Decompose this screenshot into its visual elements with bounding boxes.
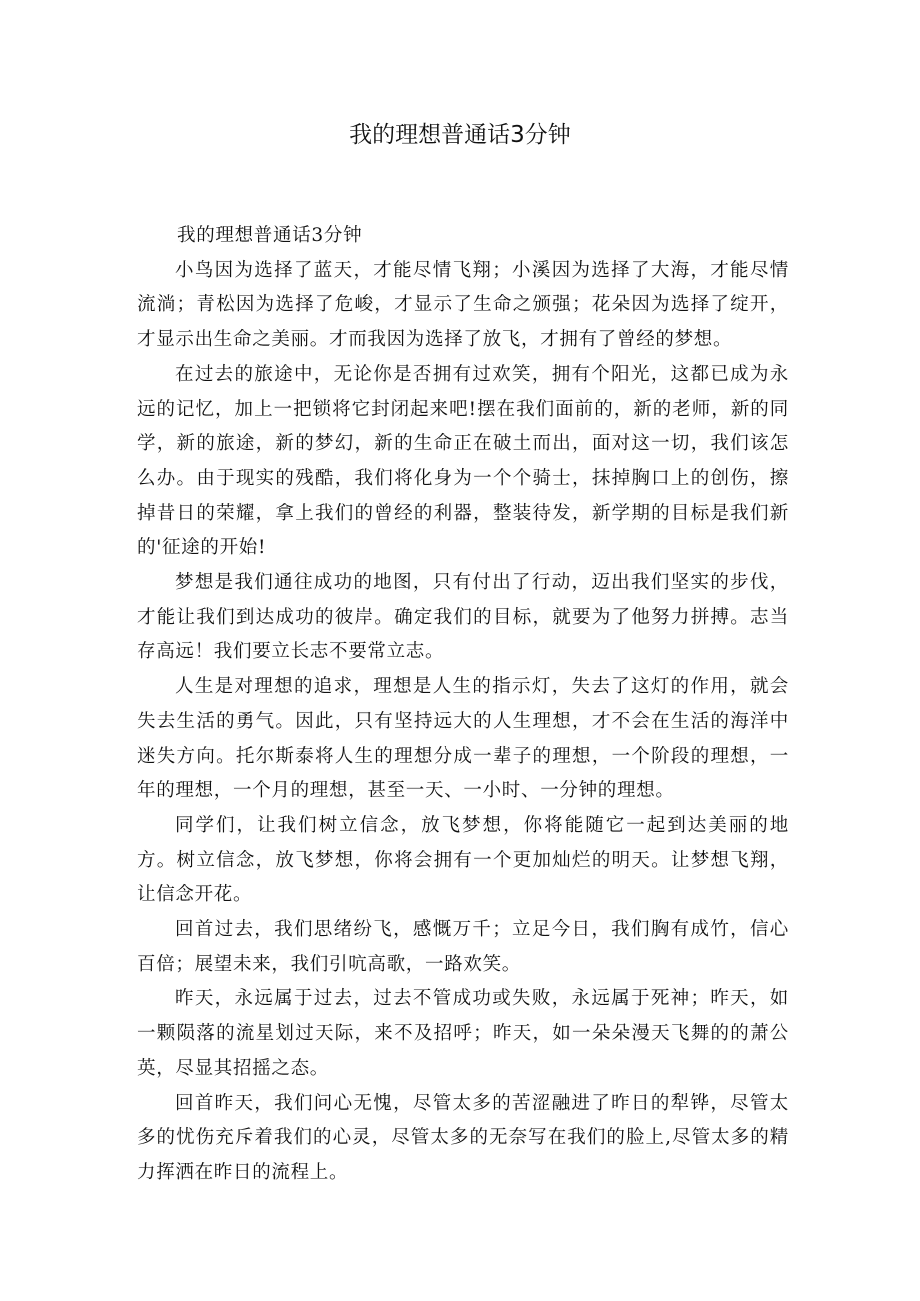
paragraph: 回首过去，我们思绪纷飞，感慨万千；立足今日，我们胸有成竹，信心百倍；展望未来，我们引吭高歌，一路欢笑。 (137, 919, 789, 975)
paragraph: 在过去的旅途中，无论你是否拥有过欢笑，拥有个阳光，这都已成为永远的记忆，加上一把锁将它封闭起来吧!摆在我们面前的，新的老师，新的同学，新的旅途，新的梦幻，新的生命正在破土而出，面对这一切，我们该怎么办。由于现实的残酷，我们将化身为一个个骑士，抹掉胸口上的创伤，擦掉昔日的荣耀，拿上我们的曾经的利器，整装待发，新学期的目标是我们新的'征途的开始! (137, 363, 789, 559)
document-body (137, 219, 789, 1191)
paragraph: 同学们，让我们树立信念，放飞梦想，你将能随它一起到达美丽的地方。树立信念，放飞梦想，你将会拥有一个更加灿烂的明天。让梦想飞翔，让信念开花。 (137, 814, 789, 906)
paragraph: 昨天，永远属于过去，过去不管成功或失败，永远属于死神；昨天，如一颗陨落的流星划过天际，来不及招呼；昨天，如一朵朵漫天飞舞的的萧公英，尽显其招摇之态。 (137, 988, 789, 1079)
paragraph-subtitle: 我的理想普通话3分钟 (177, 225, 363, 246)
paragraph: 回首昨天，我们问心无愧，尽管太多的苦涩融进了昨日的犁铧，尽管太多的忧伤充斥着我们的心灵，尽管太多的无奈写在我们的脸上,尽管太多的精力挥洒在昨日的流程上。 (137, 1092, 789, 1183)
paragraph: 小鸟因为选择了蓝天，才能尽情飞翔；小溪因为选择了大海，才能尽情流淌；青松因为选择了危峻，才显示了生命之颁强；花朵因为选择了绽开，才显示出生命之美丽。才而我因为选择了放飞，才拥有了曾经的梦想。 (137, 259, 789, 351)
paragraph: 梦想是我们通往成功的地图，只有付出了行动，迈出我们坚实的步伐，才能让我们到达成功的彼岸。确定我们的目标，就要为了他努力拼搏。志当存高远！我们要立长志不要常立志。 (137, 572, 789, 663)
document-title: 我的理想普通话3分钟 (349, 122, 571, 148)
paragraph: 人生是对理想的追求，理想是人生的指示灯，失去了这灯的作用，就会失去生活的勇气。因此，只有坚持远大的人生理想，才不会在生活的海洋中迷失方向。托尔斯泰将人生的理想分成一辈子的理想，一个阶段的理想，一年的理想，一个月的理想，甚至一天、一小时、一分钟的理想。 (137, 676, 789, 802)
